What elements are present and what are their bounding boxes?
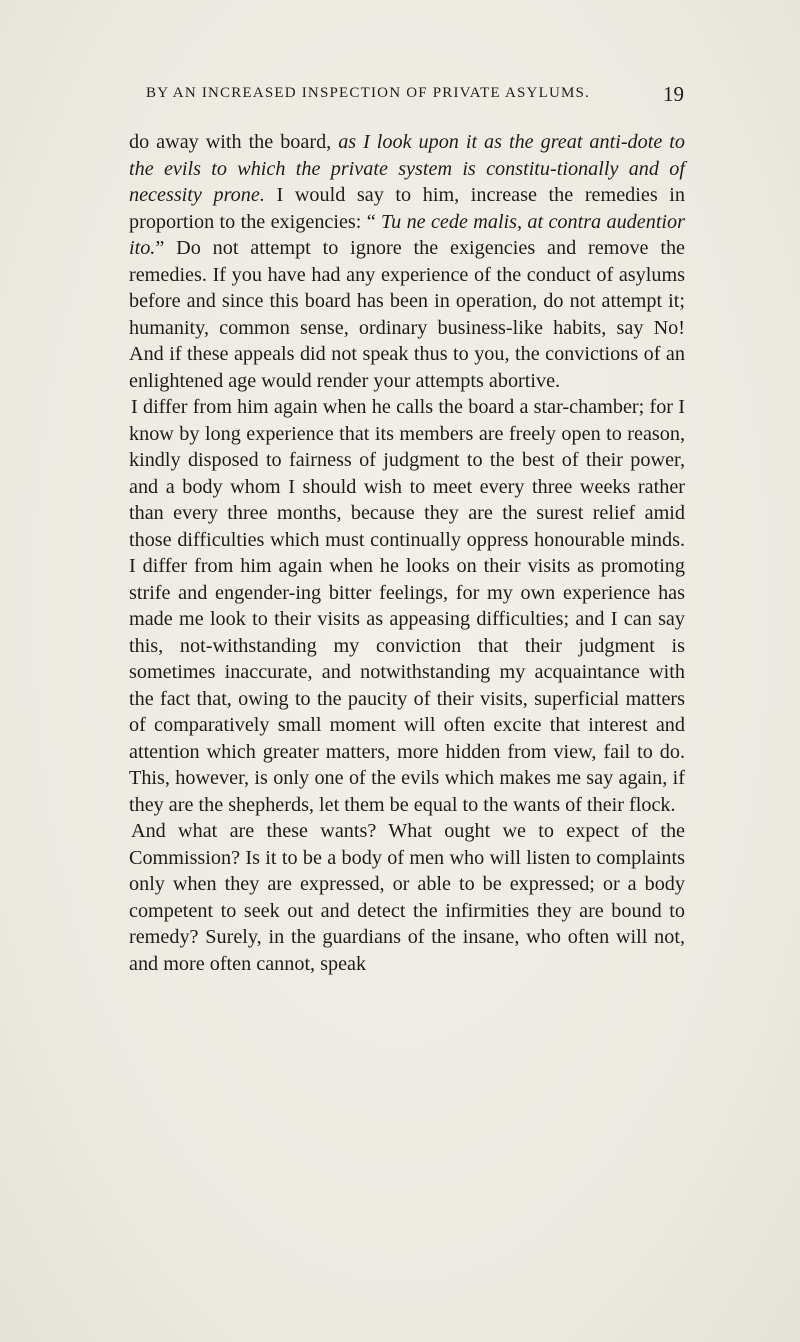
paragraph-3-segment-1: And what are these wants? What ought we to expect of the Commission? Is it to be a body of men who will listen to complaints only when they are expressed, or able to be expressed; or a body competent to seek out and detect the infirmities they are bound to remedy? Surely, in the guardians of the insane, who often will not, and more often cannot, speak [129, 820, 685, 975]
running-head [146, 82, 684, 106]
page-number: 19 [663, 82, 684, 106]
paragraph-1-segment-1: do away with the board, [129, 131, 339, 153]
paragraph-1-segment-3: I would say to him, increase the remedies in proportion to the exigencies: “ [129, 184, 685, 233]
paragraph-1-segment-5: ” Do not attempt to ignore the exigencies and remove the remedies. If you have had any experience of the conduct of asylums before and since this board has been in operation, do not attempt it; humanity, common sense, ordinary business-like habits, say No! And if these appeals did not speak thus to you, the convictions of an enlightened age would render your attempts abortive. [129, 237, 685, 392]
body-text [129, 129, 685, 977]
paragraph-1-segment-2: as I look upon it as the great anti-dote to the evils to which the private system is constitu-tionally and of necessity prone. [129, 131, 685, 206]
paragraph-1 [129, 129, 685, 394]
paragraph-3 [129, 818, 685, 977]
paragraph-2-segment-1: I differ from him again when he calls the board a star-chamber; for I know by long experience that its members are freely open to reason, kindly disposed to fairness of judgment to the best of their power, and a body whom I should wish to meet every three weeks rather than every three months, because they are the surest relief amid those difficulties which must continually oppress honourable minds. I differ from him again when he looks on their visits as promoting strife and engender-ing bitter feelings, for my own experience has made me look to their visits as appeasing difficulties; and I can say this, not-withstanding my conviction that their judgment is sometimes inaccurate, and notwithstanding my acquaintance with the fact that, owing to the paucity of their visits, superficial matters of comparatively small moment will often excite that interest and attention which greater matters, more hidden from view, fail to do. This, however, is only one of the evils which makes me say again, if they are the shepherds, let them be equal to the wants of their flock. [129, 396, 685, 816]
running-head-title: BY AN INCREASED INSPECTION OF PRIVATE ASYLUMS. [146, 85, 591, 101]
paragraph-2 [129, 394, 685, 818]
paragraph-1-latin-quote: Tu ne cede malis, at contra audentior ito. [129, 210, 685, 259]
